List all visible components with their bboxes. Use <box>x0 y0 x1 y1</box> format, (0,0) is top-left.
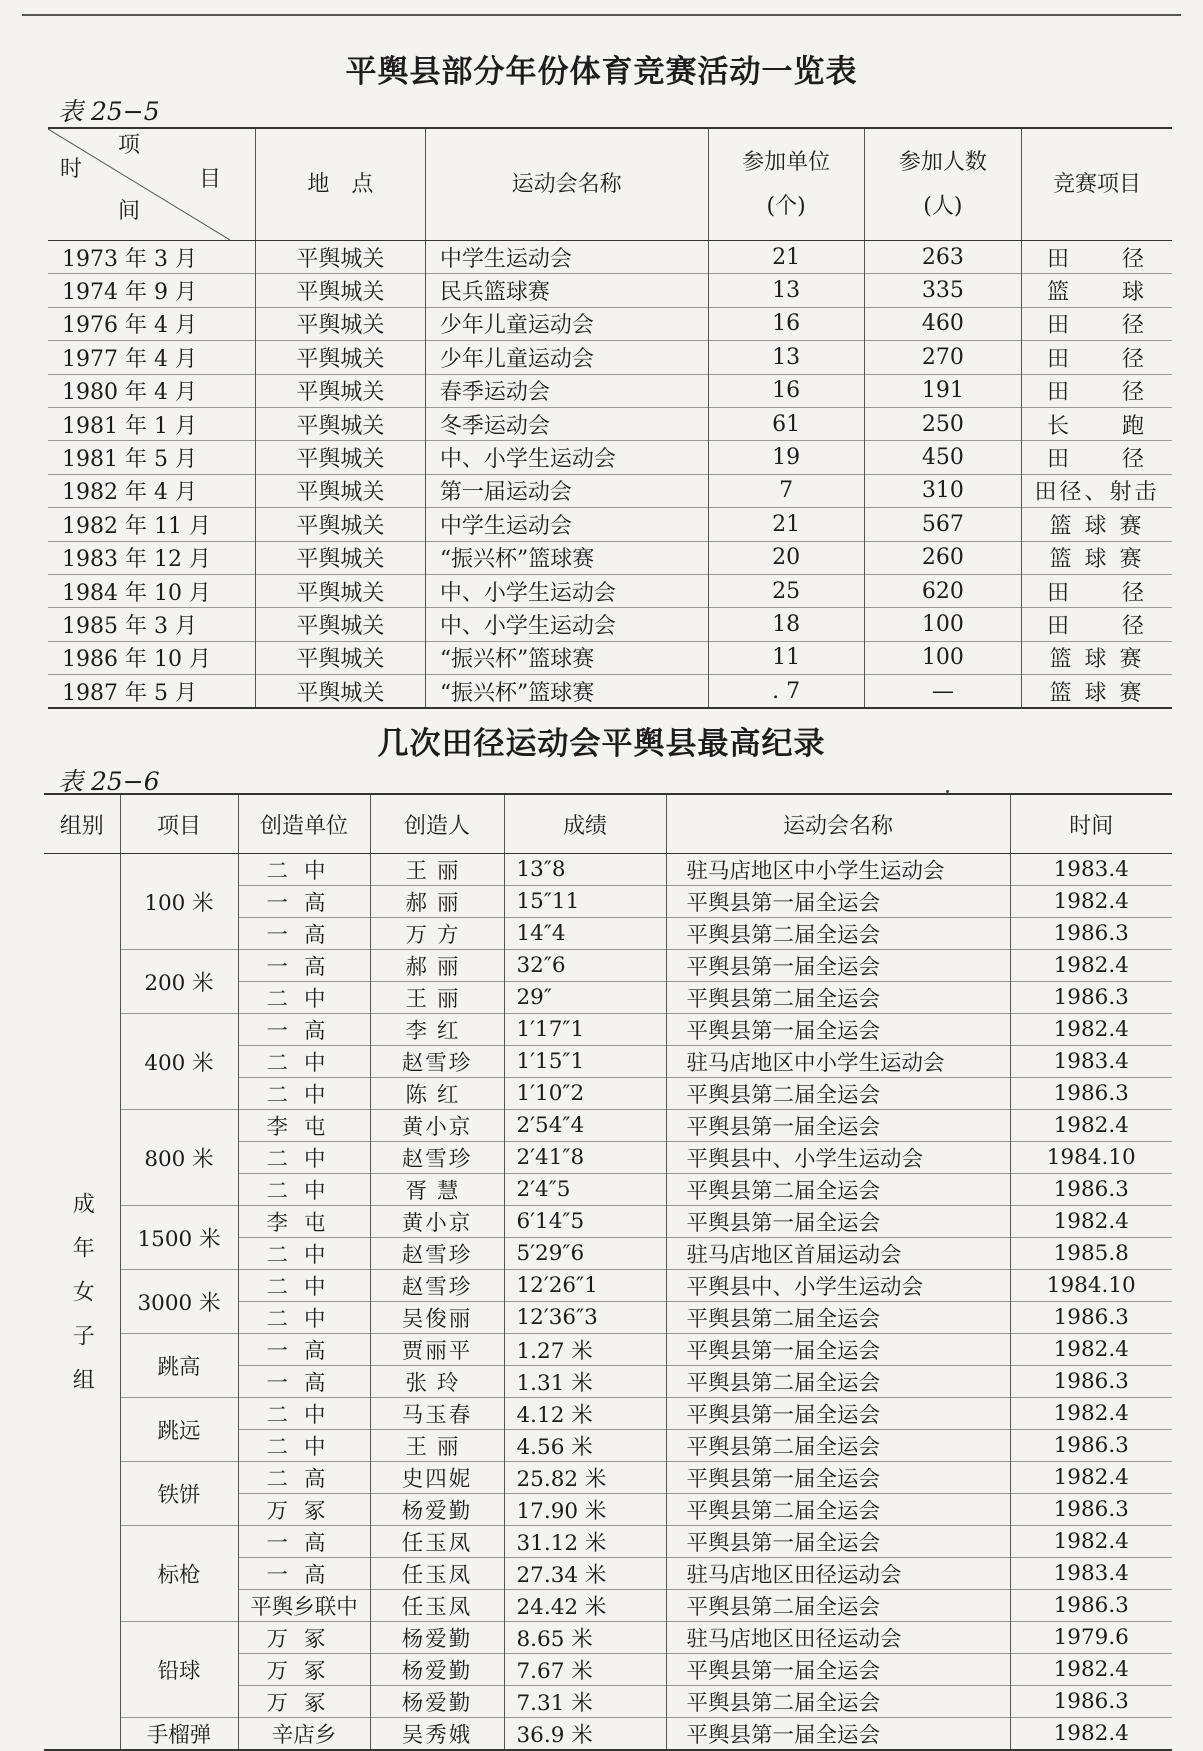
cell-date: 1986.3 <box>1010 1302 1172 1334</box>
cell-result: 8.65 米 <box>504 1622 666 1654</box>
cell-sport: 田径、射击 <box>1022 474 1173 507</box>
cell-result: 7.67 米 <box>504 1654 666 1686</box>
cell-result: 6′14″5 <box>504 1206 666 1238</box>
table-row <box>48 541 1172 574</box>
cell-result: 24.42 米 <box>504 1590 666 1622</box>
table2-label: 表 25−6 <box>58 767 160 796</box>
table-row <box>44 1398 1172 1430</box>
cell-sport: 篮 球 赛 <box>1022 675 1173 709</box>
cell-meet-name: 中、小学生运动会 <box>425 574 708 607</box>
cell-meet: 平舆县第二届全运会 <box>666 1590 1010 1622</box>
cell-units: 61 <box>708 407 864 440</box>
cell-date: 1986.3 <box>1010 1366 1172 1398</box>
cell-place: 平舆城关 <box>255 374 425 407</box>
cell-time: 1982 年 11 月 <box>48 508 255 541</box>
cell-date: 1982.4 <box>1010 950 1172 982</box>
cell-meet: 平舆县第二届全运会 <box>666 1174 1010 1206</box>
cell-meet: 平舆县中、小学生运动会 <box>666 1142 1010 1174</box>
cell-meet-name: 中学生运动会 <box>425 508 708 541</box>
cell-people: 191 <box>864 374 1021 407</box>
cell-date: 1982.4 <box>1010 1334 1172 1366</box>
cell-meet: 平舆县第二届全运会 <box>666 1366 1010 1398</box>
cell-units: 25 <box>708 574 864 607</box>
cell-unit: 李屯 <box>238 1110 370 1142</box>
cell-units: 11 <box>708 641 864 674</box>
cell-date: 1982.4 <box>1010 1014 1172 1046</box>
cell-sport: 篮 球 赛 <box>1022 508 1173 541</box>
cell-meet: 平舆县第一届全运会 <box>666 1334 1010 1366</box>
cell-result: 13″8 <box>504 854 666 886</box>
records-table <box>44 793 1172 1751</box>
cell-people: 250 <box>864 407 1021 440</box>
cell-unit: 二中 <box>238 854 370 886</box>
cell-meet: 平舆县第二届全运会 <box>666 1494 1010 1526</box>
cell-athlete: 杨爱勤 <box>370 1686 504 1718</box>
cell-meet: 平舆县第一届全运会 <box>666 1398 1010 1430</box>
cell-unit: 二中 <box>238 1430 370 1462</box>
cell-time: 1980 年 4 月 <box>48 374 255 407</box>
table-row <box>48 441 1172 474</box>
cell-date: 1982.4 <box>1010 1398 1172 1430</box>
table2-title: 几次田径运动会平舆县最高纪录 <box>377 726 826 762</box>
cell-result: 1′17″1 <box>504 1014 666 1046</box>
cell-result: 1′15″1 <box>504 1046 666 1078</box>
cell-unit: 二中 <box>238 1046 370 1078</box>
top-rule <box>22 14 1181 16</box>
table1-label: 表 25−5 <box>58 97 160 126</box>
cell-date: 1979.6 <box>1010 1622 1172 1654</box>
table1-header-row <box>48 128 1172 241</box>
cell-meet: 驻马店地区首届运动会 <box>666 1238 1010 1270</box>
cell-place: 平舆城关 <box>255 508 425 541</box>
cell-unit: 一高 <box>238 1014 370 1046</box>
cell-date: 1984.10 <box>1010 1142 1172 1174</box>
cell-date: 1986.3 <box>1010 982 1172 1014</box>
cell-people: 100 <box>864 641 1021 674</box>
cell-date: 1983.4 <box>1010 854 1172 886</box>
cell-place: 平舆城关 <box>255 541 425 574</box>
cell-units: 21 <box>708 241 864 274</box>
cell-place: 平舆城关 <box>255 274 425 307</box>
cell-athlete: 任玉凤 <box>370 1558 504 1590</box>
cell-meet: 平舆县第一届全运会 <box>666 1110 1010 1142</box>
cell-meet: 平舆县中、小学生运动会 <box>666 1270 1010 1302</box>
cell-people: 567 <box>864 508 1021 541</box>
cell-event: 1500 米 <box>120 1206 238 1270</box>
cell-meet: 平舆县第一届全运会 <box>666 1654 1010 1686</box>
cell-result: 4.56 米 <box>504 1430 666 1462</box>
cell-athlete: 陈红 <box>370 1078 504 1110</box>
cell-meet-name: 少年儿童运动会 <box>425 341 708 374</box>
cell-units: 16 <box>708 374 864 407</box>
cell-sport: 篮 球 <box>1022 274 1173 307</box>
cell-unit: 辛店乡 <box>238 1718 370 1751</box>
cell-place: 平舆城关 <box>255 441 425 474</box>
cell-event: 手榴弹 <box>120 1718 238 1751</box>
table-row <box>48 274 1172 307</box>
cell-date: 1984.10 <box>1010 1270 1172 1302</box>
cell-athlete: 黄小京 <box>370 1206 504 1238</box>
cell-result: 15″11 <box>504 886 666 918</box>
table-row <box>44 1334 1172 1366</box>
cell-result: 32″6 <box>504 950 666 982</box>
cell-meet: 平舆县第二届全运会 <box>666 982 1010 1014</box>
cell-unit: 一高 <box>238 950 370 982</box>
cell-meet: 驻马店地区中小学生运动会 <box>666 854 1010 886</box>
cell-result: 2′41″8 <box>504 1142 666 1174</box>
cell-date: 1986.3 <box>1010 1430 1172 1462</box>
cell-athlete: 任玉凤 <box>370 1526 504 1558</box>
corner-right: 目 <box>198 167 221 192</box>
cell-athlete: 杨爱勤 <box>370 1654 504 1686</box>
table2-header-row <box>44 794 1172 854</box>
cell-athlete: 贾丽平 <box>370 1334 504 1366</box>
cell-date: 1986.3 <box>1010 1078 1172 1110</box>
header-athlete: 创造人 <box>370 794 504 854</box>
table1-title: 平舆县部分年份体育竞赛活动一览表 <box>345 54 858 90</box>
cell-unit: 一高 <box>238 1526 370 1558</box>
cell-result: 2′54″4 <box>504 1110 666 1142</box>
cell-place: 平舆城关 <box>255 608 425 641</box>
cell-unit: 二中 <box>238 1238 370 1270</box>
cell-meet: 平舆县第一届全运会 <box>666 950 1010 982</box>
cell-date: 1986.3 <box>1010 918 1172 950</box>
cell-athlete: 胥慧 <box>370 1174 504 1206</box>
cell-date: 1982.4 <box>1010 1654 1172 1686</box>
table-row <box>48 508 1172 541</box>
table-row <box>48 341 1172 374</box>
cell-meet: 平舆县第二届全运会 <box>666 1686 1010 1718</box>
cell-people: 263 <box>864 241 1021 274</box>
cell-meet: 平舆县第一届全运会 <box>666 1718 1010 1751</box>
cell-date: 1986.3 <box>1010 1494 1172 1526</box>
cell-time: 1981 年 1 月 <box>48 407 255 440</box>
cell-units: 18 <box>708 608 864 641</box>
cell-meet: 平舆县第一届全运会 <box>666 1462 1010 1494</box>
header-units: 参加单位 (个) <box>708 128 864 241</box>
cell-meet: 平舆县第二届全运会 <box>666 1430 1010 1462</box>
cell-unit: 一高 <box>238 1558 370 1590</box>
cell-sport: 田 径 <box>1022 574 1173 607</box>
cell-sport: 长 跑 <box>1022 407 1173 440</box>
cell-athlete: 万方 <box>370 918 504 950</box>
table-row <box>44 1718 1172 1751</box>
cell-athlete: 赵雪珍 <box>370 1142 504 1174</box>
cell-meet-name: 第一届运动会 <box>425 474 708 507</box>
cell-time: 1987 年 5 月 <box>48 675 255 709</box>
cell-meet: 平舆县第二届全运会 <box>666 918 1010 950</box>
cell-time: 1976 年 4 月 <box>48 307 255 340</box>
cell-result: 7.31 米 <box>504 1686 666 1718</box>
cell-place: 平舆城关 <box>255 241 425 274</box>
header-people: 参加人数 (人) <box>864 128 1021 241</box>
cell-result: 17.90 米 <box>504 1494 666 1526</box>
cell-units: 19 <box>708 441 864 474</box>
cell-sport: 田 径 <box>1022 241 1173 274</box>
cell-result: 4.12 米 <box>504 1398 666 1430</box>
cell-meet-name: 春季运动会 <box>425 374 708 407</box>
cell-athlete: 赵雪珍 <box>370 1270 504 1302</box>
header-unit: 创造单位 <box>238 794 370 854</box>
table-row <box>44 1526 1172 1558</box>
header-place: 地 点 <box>255 128 425 241</box>
cell-sport: 篮 球 赛 <box>1022 541 1173 574</box>
cell-meet: 平舆县第二届全运会 <box>666 1302 1010 1334</box>
cell-place: 平舆城关 <box>255 641 425 674</box>
cell-meet: 驻马店地区中小学生运动会 <box>666 1046 1010 1078</box>
cell-athlete: 张玲 <box>370 1366 504 1398</box>
cell-unit: 二中 <box>238 1270 370 1302</box>
table-row <box>48 641 1172 674</box>
cell-event: 200 米 <box>120 950 238 1014</box>
cell-sport: 田 径 <box>1022 341 1173 374</box>
cell-athlete: 王丽 <box>370 1430 504 1462</box>
cell-people: 260 <box>864 541 1021 574</box>
cell-unit: 李屯 <box>238 1206 370 1238</box>
cell-sport: 田 径 <box>1022 608 1173 641</box>
table-row <box>44 950 1172 982</box>
table-row <box>44 1622 1172 1654</box>
cell-meet-name: 中、小学生运动会 <box>425 441 708 474</box>
cell-date: 1982.4 <box>1010 1718 1172 1751</box>
cell-event: 标枪 <box>120 1526 238 1622</box>
table-row <box>48 574 1172 607</box>
cell-result: 25.82 米 <box>504 1462 666 1494</box>
cell-people: 100 <box>864 608 1021 641</box>
cell-unit: 一高 <box>238 1334 370 1366</box>
cell-meet-name: “振兴杯”篮球赛 <box>425 541 708 574</box>
cell-result: 1′10″2 <box>504 1078 666 1110</box>
cell-sport: 篮 球 赛 <box>1022 641 1173 674</box>
cell-time: 1981 年 5 月 <box>48 441 255 474</box>
cell-people: 460 <box>864 307 1021 340</box>
cell-result: 12′26″1 <box>504 1270 666 1302</box>
cell-time: 1985 年 3 月 <box>48 608 255 641</box>
cell-units: 13 <box>708 274 864 307</box>
cell-athlete: 王丽 <box>370 854 504 886</box>
cell-athlete: 杨爱勤 <box>370 1622 504 1654</box>
table-row <box>48 374 1172 407</box>
cell-units: 20 <box>708 541 864 574</box>
cell-people: 310 <box>864 474 1021 507</box>
cell-time: 1973 年 3 月 <box>62 246 197 272</box>
header-meet: 运动会名称 <box>666 794 1010 854</box>
header-event: 项目 <box>120 794 238 854</box>
cell-unit: 二中 <box>238 1398 370 1430</box>
cell-athlete: 李红 <box>370 1014 504 1046</box>
cell-time: 1984 年 10 月 <box>48 574 255 607</box>
cell-athlete: 王丽 <box>370 982 504 1014</box>
table-row <box>44 854 1172 886</box>
sports-events-table <box>48 127 1172 709</box>
cell-result: 27.34 米 <box>504 1558 666 1590</box>
cell-meet-name: 冬季运动会 <box>425 407 708 440</box>
cell-date: 1982.4 <box>1010 1206 1172 1238</box>
cell-group: 成年女子组 <box>44 854 120 1751</box>
cell-meet: 驻马店地区田径运动会 <box>666 1622 1010 1654</box>
cell-result: 1.31 米 <box>504 1366 666 1398</box>
table-row <box>44 1462 1172 1494</box>
table-row <box>48 241 1172 274</box>
header-date: 时间 <box>1010 794 1172 854</box>
cell-meet: 平舆县第一届全运会 <box>666 1526 1010 1558</box>
cell-sport: 田 径 <box>1022 307 1173 340</box>
cell-place: 平舆城关 <box>255 407 425 440</box>
cell-result: 31.12 米 <box>504 1526 666 1558</box>
cell-result: 2′4″5 <box>504 1174 666 1206</box>
cell-meet-name: 少年儿童运动会 <box>425 307 708 340</box>
cell-people: 270 <box>864 341 1021 374</box>
cell-date: 1982.4 <box>1010 1110 1172 1142</box>
cell-date: 1983.4 <box>1010 1046 1172 1078</box>
cell-place: 平舆城关 <box>255 574 425 607</box>
cell-units: 21 <box>708 508 864 541</box>
cell-athlete: 赵雪珍 <box>370 1238 504 1270</box>
cell-people: 335 <box>864 274 1021 307</box>
cell-people: — <box>864 675 1021 709</box>
cell-meet: 驻马店地区田径运动会 <box>666 1558 1010 1590</box>
table-row <box>44 1206 1172 1238</box>
table-row <box>44 1014 1172 1046</box>
cell-date: 1982.4 <box>1010 886 1172 918</box>
cell-unit: 万冢 <box>238 1494 370 1526</box>
header-name: 运动会名称 <box>425 128 708 241</box>
cell-unit: 二中 <box>238 1078 370 1110</box>
cell-event: 100 米 <box>120 854 238 950</box>
cell-time: 1983 年 12 月 <box>48 541 255 574</box>
cell-meet: 平舆县第一届全运会 <box>666 886 1010 918</box>
cell-event: 跳远 <box>120 1398 238 1462</box>
cell-units: 13 <box>708 341 864 374</box>
cell-result: 12′36″3 <box>504 1302 666 1334</box>
cell-unit: 二中 <box>238 1174 370 1206</box>
cell-place: 平舆城关 <box>255 307 425 340</box>
cell-sport: 田 径 <box>1022 374 1173 407</box>
cell-unit: 二中 <box>238 1142 370 1174</box>
cell-event: 铁饼 <box>120 1462 238 1526</box>
cell-event: 铅球 <box>120 1622 238 1718</box>
cell-time: 1977 年 4 月 <box>48 341 255 374</box>
cell-athlete: 吴俊丽 <box>370 1302 504 1334</box>
cell-date: 1985.8 <box>1010 1238 1172 1270</box>
header-result: 成绩 <box>504 794 666 854</box>
table-row <box>48 675 1172 709</box>
cell-unit: 二中 <box>238 982 370 1014</box>
corner-left: 时 <box>60 157 83 182</box>
cell-place: 平舆城关 <box>255 474 425 507</box>
cell-date: 1986.3 <box>1010 1174 1172 1206</box>
cell-time: 1974 年 9 月 <box>48 274 255 307</box>
table-row <box>48 474 1172 507</box>
cell-event: 400 米 <box>120 1014 238 1110</box>
cell-event: 3000 米 <box>120 1270 238 1334</box>
table-row <box>48 407 1172 440</box>
cell-date: 1982.4 <box>1010 1462 1172 1494</box>
cell-date: 1982.4 <box>1010 1526 1172 1558</box>
corner-top: 项 <box>118 133 141 158</box>
cell-date: 1986.3 <box>1010 1686 1172 1718</box>
cell-unit: 万冢 <box>238 1686 370 1718</box>
cell-athlete: 吴秀娥 <box>370 1718 504 1751</box>
cell-unit: 一高 <box>238 886 370 918</box>
cell-units: 7 <box>708 474 864 507</box>
cell-units: . 7 <box>708 675 864 709</box>
cell-athlete: 黄小京 <box>370 1110 504 1142</box>
cell-people: 450 <box>864 441 1021 474</box>
table-row <box>44 1270 1172 1302</box>
cell-meet: 平舆县第一届全运会 <box>666 1014 1010 1046</box>
cell-meet: 平舆县第一届全运会 <box>666 1206 1010 1238</box>
cell-event: 跳高 <box>120 1334 238 1398</box>
cell-units: 16 <box>708 307 864 340</box>
cell-result: 1.27 米 <box>504 1334 666 1366</box>
cell-people: 620 <box>864 574 1021 607</box>
cell-result: 14″4 <box>504 918 666 950</box>
header-group: 组别 <box>44 794 120 854</box>
cell-athlete: 杨爱勤 <box>370 1494 504 1526</box>
cell-athlete: 赵雪珍 <box>370 1046 504 1078</box>
cell-result: 36.9 米 <box>504 1718 666 1751</box>
cell-place: 平舆城关 <box>255 675 425 709</box>
cell-time: 1982 年 4 月 <box>48 474 255 507</box>
table-row <box>44 1110 1172 1142</box>
cell-athlete: 马玉春 <box>370 1398 504 1430</box>
cell-athlete: 郝丽 <box>370 950 504 982</box>
cell-unit: 一高 <box>238 1366 370 1398</box>
cell-athlete: 郝丽 <box>370 886 504 918</box>
cell-meet: 平舆县第二届全运会 <box>666 1078 1010 1110</box>
cell-place: 平舆城关 <box>255 341 425 374</box>
cell-meet-name: 中学生运动会 <box>425 241 708 274</box>
table-row <box>48 608 1172 641</box>
cell-athlete: 史四妮 <box>370 1462 504 1494</box>
header-sport: 竞赛项目 <box>1022 128 1173 241</box>
cell-unit: 万冢 <box>238 1622 370 1654</box>
cell-sport: 田 径 <box>1022 441 1173 474</box>
corner-bottom: 间 <box>118 199 141 224</box>
cell-meet-name: “振兴杯”篮球赛 <box>425 675 708 709</box>
cell-athlete: 任玉凤 <box>370 1590 504 1622</box>
cell-unit: 万冢 <box>238 1654 370 1686</box>
cell-result: 5′29″6 <box>504 1238 666 1270</box>
cell-unit: 一高 <box>238 918 370 950</box>
cell-date: 1986.3 <box>1010 1590 1172 1622</box>
cell-meet-name: 中、小学生运动会 <box>425 608 708 641</box>
cell-date: 1983.4 <box>1010 1558 1172 1590</box>
cell-result: 29″ <box>504 982 666 1014</box>
table-row <box>48 307 1172 340</box>
cell-event: 800 米 <box>120 1110 238 1206</box>
cell-time: 1986 年 10 月 <box>48 641 255 674</box>
cell-unit: 二高 <box>238 1462 370 1494</box>
cell-unit: 平舆乡联中 <box>238 1590 370 1622</box>
cell-unit: 二中 <box>238 1302 370 1334</box>
cell-meet-name: “振兴杯”篮球赛 <box>425 641 708 674</box>
corner-header <box>48 128 255 241</box>
cell-meet-name: 民兵篮球赛 <box>425 274 708 307</box>
